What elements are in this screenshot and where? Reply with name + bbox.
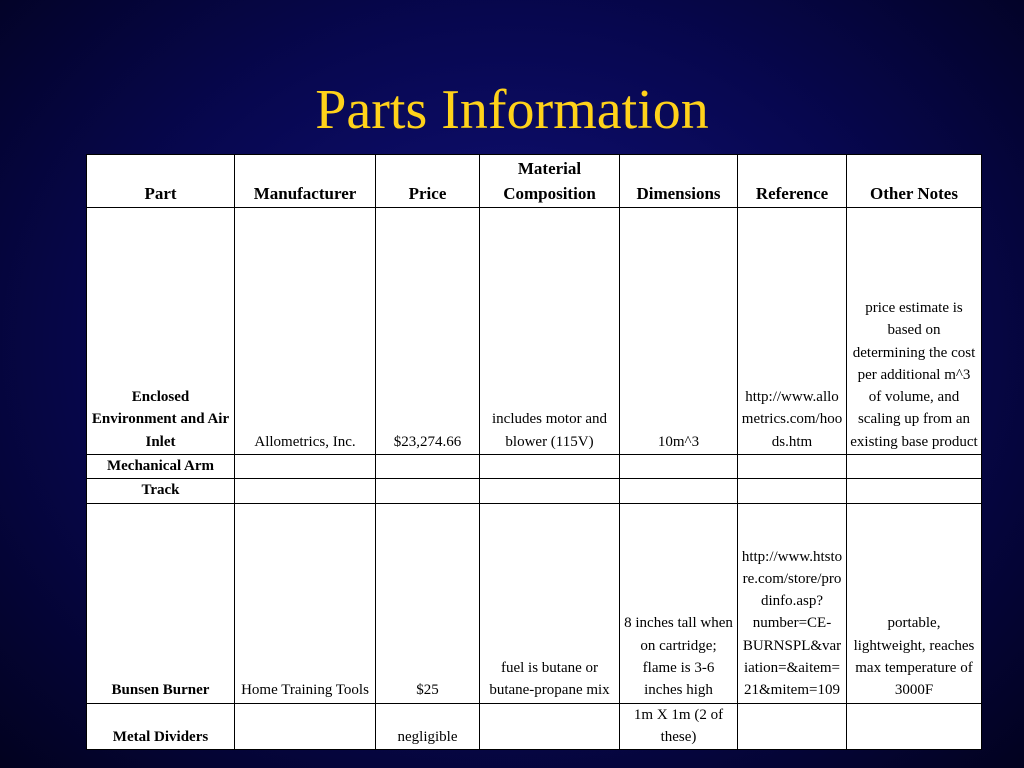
header-price: Price <box>376 155 480 208</box>
table-row <box>87 703 982 750</box>
manufacturer-cell: Allometrics, Inc. <box>235 208 376 455</box>
part-cell: Track <box>87 479 235 503</box>
notes-cell <box>847 703 982 750</box>
manufacturer-cell <box>235 479 376 503</box>
header-dimensions: Dimensions <box>620 155 738 208</box>
dimensions-cell: 1m X 1m (2 of these) <box>620 703 738 750</box>
header-other-notes: Other Notes <box>847 155 982 208</box>
part-cell: Metal Dividers <box>87 703 235 750</box>
table-header-row <box>87 155 982 208</box>
reference-cell: http://www.htstore.com/store/prodinfo.asp?number=CE-BURNSPL&variation=&aitem=21&mitem=109 <box>738 503 847 703</box>
dimensions-cell <box>620 455 738 479</box>
header-material-composition: Material Composition <box>480 155 620 208</box>
table-row <box>87 503 982 703</box>
part-cell: Enclosed Environment and Air Inlet <box>87 208 235 455</box>
dimensions-cell: 8 inches tall when on cartridge; flame is 3-6 inches high <box>620 503 738 703</box>
dimensions-cell <box>620 479 738 503</box>
material-cell <box>480 479 620 503</box>
price-cell <box>376 479 480 503</box>
notes-cell <box>847 455 982 479</box>
price-cell: $25 <box>376 503 480 703</box>
parts-table <box>86 154 982 750</box>
notes-cell <box>847 479 982 503</box>
material-cell: includes motor and blower (115V) <box>480 208 620 455</box>
material-cell <box>480 703 620 750</box>
reference-cell: http://www.allometrics.com/hoods.htm <box>738 208 847 455</box>
header-part: Part <box>87 155 235 208</box>
part-cell: Mechanical Arm <box>87 455 235 479</box>
notes-cell: price estimate is based on determining the cost per additional m^3 of volume, and scaling up from an existing base product <box>847 208 982 455</box>
price-cell: $23,274.66 <box>376 208 480 455</box>
header-manufacturer: Manufacturer <box>235 155 376 208</box>
header-reference: Reference <box>738 155 847 208</box>
price-cell <box>376 455 480 479</box>
reference-cell <box>738 479 847 503</box>
reference-cell <box>738 455 847 479</box>
notes-cell: portable, lightweight, reaches max temperature of 3000F <box>847 503 982 703</box>
material-cell: fuel is butane or butane-propane mix <box>480 503 620 703</box>
price-cell: negligible <box>376 703 480 750</box>
table-row <box>87 208 982 455</box>
dimensions-cell: 10m^3 <box>620 208 738 455</box>
table-row <box>87 479 982 503</box>
slide-title: Parts Information <box>315 79 709 141</box>
manufacturer-cell <box>235 703 376 750</box>
material-cell <box>480 455 620 479</box>
part-cell: Bunsen Burner <box>87 503 235 703</box>
reference-cell <box>738 703 847 750</box>
manufacturer-cell: Home Training Tools <box>235 503 376 703</box>
table-row <box>87 455 982 479</box>
manufacturer-cell <box>235 455 376 479</box>
